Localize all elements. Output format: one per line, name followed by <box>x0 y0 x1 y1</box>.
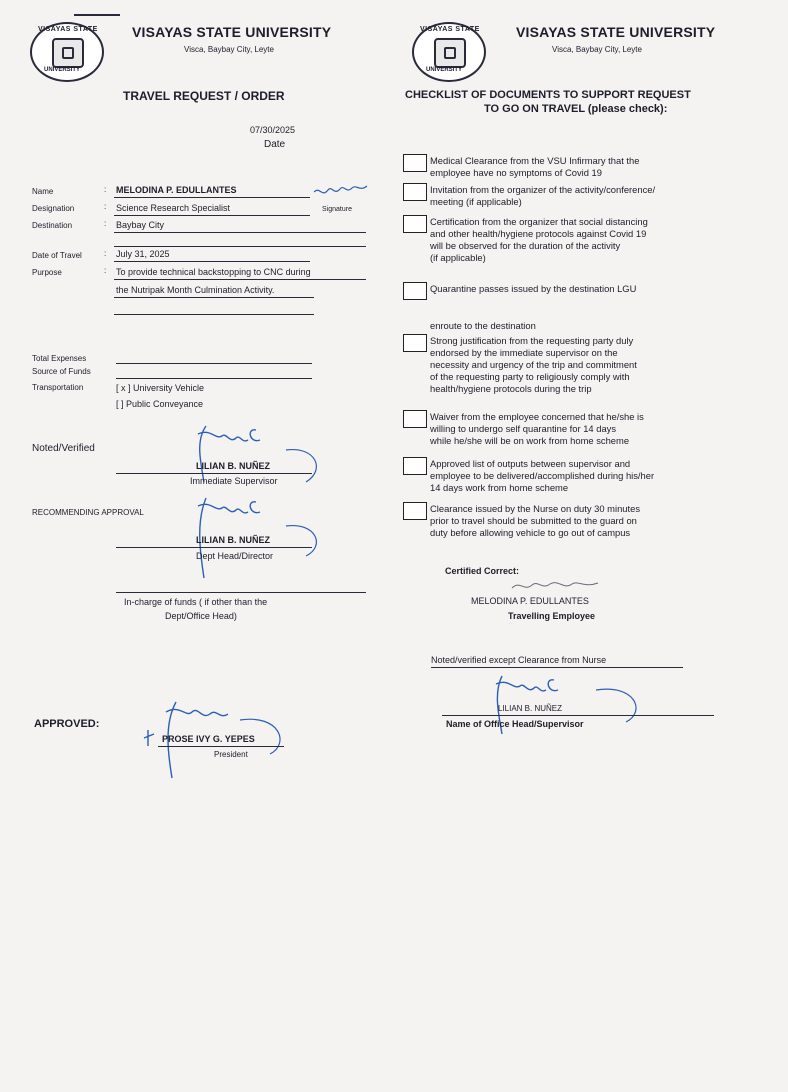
purpose-label: Purpose <box>32 268 62 277</box>
top-mark <box>74 14 120 16</box>
certified-correct-label: Certified Correct: <box>445 566 520 576</box>
noted-verified-label: Noted/Verified <box>32 443 95 454</box>
certified-name: MELODINA P. EDULLANTES <box>471 596 589 606</box>
checklist-checkbox[interactable] <box>403 154 427 172</box>
noted-except-text: Noted/verified except Clearance from Nurse <box>431 655 607 665</box>
checklist-title-line-2: TO GO ON TRAVEL (please check): <box>484 103 668 115</box>
transport-university-vehicle: [ x ] University Vehicle <box>116 383 205 393</box>
noted-role: Immediate Supervisor <box>190 476 278 486</box>
university-name-right: VISAYAS STATE UNIVERSITY <box>516 24 716 40</box>
checklist-item-text: Clearance issued by the Nurse on duty 30 minutes <box>430 503 641 514</box>
certified-role: Travelling Employee <box>508 611 596 621</box>
date-of-travel-label: Date of Travel <box>32 251 82 260</box>
office-head-name: LILIAN B. NUÑEZ <box>498 704 563 713</box>
checklist-item-text: Quarantine passes issued by the destination LGU <box>430 283 637 294</box>
checklist-item-text: duty before allowing vehicle to go out of campus <box>430 527 631 538</box>
approved-name: PROSE IVY G. YEPES <box>162 734 255 744</box>
checklist-checkbox[interactable] <box>403 410 427 428</box>
request-date-label: Date <box>264 139 286 150</box>
destination-label: Destination <box>32 221 73 230</box>
funds-incharge-line-1: In-charge of funds ( if other than the <box>124 597 268 607</box>
university-address-left: Visca, Baybay City, Leyte <box>184 45 274 54</box>
source-of-funds-label: Source of Funds <box>32 367 91 376</box>
recommending-role: Dept Head/Director <box>196 551 274 561</box>
office-head-role: Name of Office Head/Supervisor <box>446 719 584 729</box>
purpose-line-2: the Nutripak Month Culmination Activity. <box>116 285 275 295</box>
checklist-item-text: of the requesting party to religiously comply with <box>430 371 630 382</box>
certified-signature-image <box>508 576 608 596</box>
recommending-approval-label: RECOMMENDING APPROVAL <box>32 508 144 517</box>
name-label: Name <box>32 187 54 196</box>
checklist-item-text: Medical Clearance from the VSU Infirmary that the <box>430 155 640 166</box>
approved-role: President <box>214 750 248 759</box>
designation-value: Science Research Specialist <box>116 203 231 213</box>
checklist-item-text: Certification from the organizer that social distancing <box>430 216 648 227</box>
checklist-item-text: and other health/hygiene protocols against Covid 19 <box>430 228 647 239</box>
checklist-item-text: employee have no symptoms of Covid 19 <box>430 167 602 178</box>
checklist-item-text: endorsed by the immediate supervisor on the <box>430 347 618 358</box>
checklist-checkbox[interactable] <box>403 282 427 300</box>
checklist-item-text: prior to travel should be submitted to the guard on <box>430 515 637 526</box>
checklist-item-text: health/hygiene protocols during the trip <box>430 383 592 394</box>
checklist-checkbox[interactable] <box>403 457 427 475</box>
checklist-title-line-1: CHECKLIST OF DOCUMENTS TO SUPPORT REQUEST <box>405 89 691 101</box>
checklist-item-text: willing to undergo self quarantine for 14 days <box>430 423 617 434</box>
designation-label: Designation <box>32 204 75 213</box>
total-expenses-label: Total Expenses <box>32 354 87 363</box>
checklist-item-text: Invitation from the organizer of the activity/conference/ <box>430 184 656 195</box>
university-seal-left: VISAYAS STATE UNIVERSITY <box>30 22 104 82</box>
checklist-item-text: enroute to the destination <box>430 320 536 331</box>
checklist-item-text: Waiver from the employee concerned that he/she is <box>430 411 644 422</box>
purpose-line-1: To provide technical backstopping to CNC during <box>116 267 311 277</box>
request-date-value: 07/30/2025 <box>250 125 296 135</box>
university-seal-right: VISAYAS STATE UNIVERSITY <box>412 22 486 82</box>
funds-incharge-line-2: Dept/Office Head) <box>165 611 237 621</box>
noted-name: LILIAN B. NUÑEZ <box>196 461 270 471</box>
transport-public-conveyance: [ ] Public Conveyance <box>116 399 204 409</box>
checklist-item-text: (if applicable) <box>430 252 486 263</box>
checklist-checkbox[interactable] <box>403 334 427 352</box>
checklist-item-text: Approved list of outputs between supervisor and <box>430 458 631 469</box>
recommending-name: LILIAN B. NUÑEZ <box>196 535 270 545</box>
checklist-item-text: Strong justification from the requesting party duly <box>430 335 634 346</box>
approved-label: APPROVED: <box>34 718 100 730</box>
checklist-item-text: employee to be delivered/accomplished during his/her <box>430 470 655 481</box>
travel-request-title: TRAVEL REQUEST / ORDER <box>123 89 285 103</box>
date-of-travel-value: July 31, 2025 <box>116 249 170 259</box>
checklist-item-text: necessity and urgency of the trip and commitment <box>430 359 637 370</box>
university-name-left: VISAYAS STATE UNIVERSITY <box>132 24 332 40</box>
checklist-item-text: 14 days work from home scheme <box>430 482 569 493</box>
checklist-checkbox[interactable] <box>403 502 427 520</box>
travel-request-document: VISAYAS STATE UNIVERSITY VISAYAS STATE UNIVERSITY Visca, Baybay City, Leyte TRAVEL REQUEST / ORDER 07/30/2025 Date Name : MELODINA P. EDULLANTES Signature Designation : Science Research Specialist Destination : Baybay City Date of Travel : July 31, 2025 Purpose : To provide technical backstopping to CNC during the Nutripak Month Culmination Activity. Total Expenses Source of Funds Transportation [ x ] University Vehicle [ ] Public Conveyance Noted/Verified LILIAN B. NUÑEZ Immediate Supervisor RECOMMENDING APPROVAL LILIAN B. NUÑEZ Dept Head/Director In-charge of funds ( if other than the Dept/Office Head) APPROVED: PROSE IVY G. YEPES President VISAYAS STATE UNIVERSITY VISAYAS STATE UNIVERSITY Visca, Baybay City, Leyte CHECKLIST OF DOCUMENTS TO SUPPORT REQUEST TO GO ON TRAVEL (please check): Medical Clearance from the VSU Infirmary that the employee have no symptoms of Covid 19 Invitation from the organizer of the activity/conference/ meeting (if applicable) Certification from the organizer that social distancing and other health/hygiene protocols against Covid 19 will be observed for the duration of the activity (if applicable) Quarantine passes issued by the destination LGU enroute to the destination Strong justification from the requesting party duly endorsed by the immediate supervisor on the necessity and urgency of the trip and commitment of the requesting party to religiously comply with health/hygiene protocols during the trip Waiver from the employee concerned that he/she is willing to undergo self quarantine for 14 days while he/she will be on work from home scheme Approved list of outputs between supervisor and employee to be delivered/accomplished during his/her 14 days work from home scheme Clearance issued by the Nurse on duty 30 minutes prior to travel should be submitted to the guard on duty before allowing vehicle to go out of campus Certified Correct: MELODINA P. EDULLANTES Travelling Employee Noted/verified except Clearance from Nurse LILIAN B. NUÑEZ Name of Office Head/Supervisor <box>0 0 788 1092</box>
checklist-checkbox[interactable] <box>403 183 427 201</box>
transportation-label: Transportation <box>32 383 84 392</box>
employee-signature-image <box>312 180 370 202</box>
checklist-item-text: will be observed for the duration of the activity <box>430 240 621 251</box>
checklist-item-text: while he/she will be on work from home scheme <box>430 435 630 446</box>
checklist-checkbox[interactable] <box>403 215 427 233</box>
checklist-item-text: meeting (if applicable) <box>430 196 522 207</box>
university-address-right: Visca, Baybay City, Leyte <box>552 45 642 54</box>
signature-label: Signature <box>322 206 352 213</box>
name-value: MELODINA P. EDULLANTES <box>116 185 237 195</box>
destination-value: Baybay City <box>116 220 165 230</box>
